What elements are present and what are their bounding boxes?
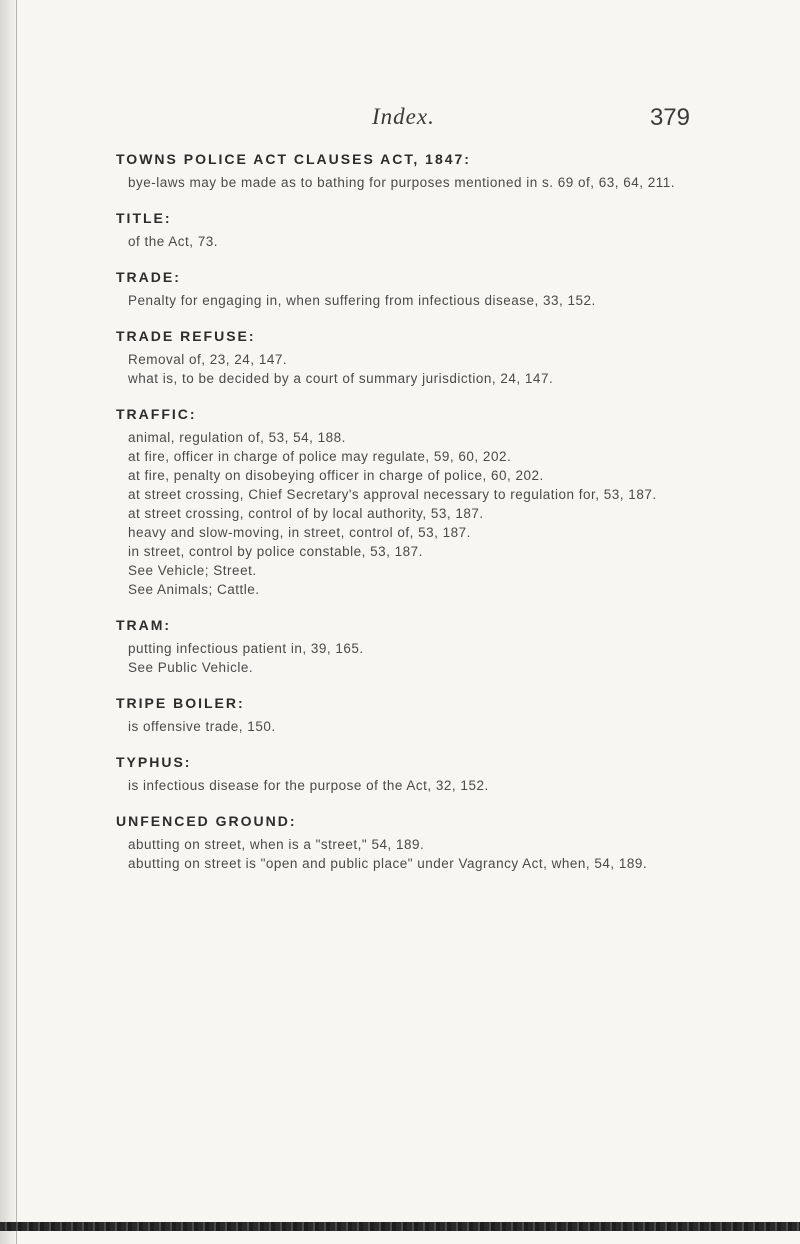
cross-reference: See Animals; Cattle. (128, 582, 260, 597)
index-entry (116, 269, 686, 310)
entry-subentry: Removal of, 23, 24, 147. (128, 352, 288, 367)
entry-subentry: at street crossing, control of by local authority, 53, 187. (128, 506, 484, 521)
index-entry (116, 617, 686, 677)
entry-heading: TRAM: (116, 617, 172, 633)
cross-reference: See Public Vehicle. (128, 660, 254, 675)
entry-subentry: of the Act, 73. (128, 234, 219, 249)
entry-heading: TOWNS POLICE ACT CLAUSES ACT, 1847: (116, 151, 471, 167)
entry-subentry: in street, control by police constable, 53, 187. (128, 544, 423, 559)
entry-heading: TYPHUS: (116, 754, 192, 770)
index-entry (116, 328, 686, 388)
index-entry (116, 151, 686, 192)
index-entry (116, 210, 686, 251)
entry-subentry: is infectious disease for the purpose of the Act, 32, 152. (128, 778, 489, 793)
index-entry (116, 406, 686, 599)
entry-subentry: animal, regulation of, 53, 54, 188. (128, 430, 346, 445)
index-content (116, 151, 686, 891)
page-header (360, 104, 690, 134)
entry-subentry: putting infectious patient in, 39, 165. (128, 641, 364, 656)
index-entry (116, 813, 686, 873)
entry-subentry: Penalty for engaging in, when suffering from infectious disease, 33, 152. (128, 293, 596, 308)
entry-subentry: is offensive trade, 150. (128, 719, 276, 734)
gutter-edge (16, 0, 17, 1244)
entry-heading: TITLE: (116, 210, 172, 226)
entry-subentry: at fire, officer in charge of police may regulate, 59, 60, 202. (128, 449, 512, 464)
entry-subentry: bye-laws may be made as to bathing for purposes mentioned in s. 69 of, 63, 64, 211. (128, 175, 676, 190)
entry-subentry: at street crossing, Chief Secretary's approval necessary to regulation for, 53, 187. (128, 487, 657, 502)
index-entry (116, 754, 686, 795)
entry-heading: TRADE REFUSE: (116, 328, 256, 344)
entry-subentry: at fire, penalty on disobeying officer in charge of police, 60, 202. (128, 468, 544, 483)
page-bottom-edge (0, 1222, 800, 1231)
entry-heading: UNFENCED GROUND: (116, 813, 297, 829)
entry-heading: TRAFFIC: (116, 406, 197, 422)
index-entry (116, 695, 686, 736)
entry-heading: TRADE: (116, 269, 181, 285)
entry-heading: TRIPE BOILER: (116, 695, 245, 711)
entry-subentry: what is, to be decided by a court of summary jurisdiction, 24, 147. (128, 371, 554, 386)
page-number: 379 (649, 104, 690, 131)
entry-subentry: abutting on street, when is a "street," 54, 189. (128, 837, 425, 852)
entry-subentry: abutting on street is "open and public place" under Vagrancy Act, when, 54, 189. (128, 856, 648, 871)
running-title: Index. (372, 104, 435, 129)
cross-reference: See Vehicle; Street. (128, 563, 257, 578)
entry-subentry: heavy and slow-moving, in street, control of, 53, 187. (128, 525, 471, 540)
